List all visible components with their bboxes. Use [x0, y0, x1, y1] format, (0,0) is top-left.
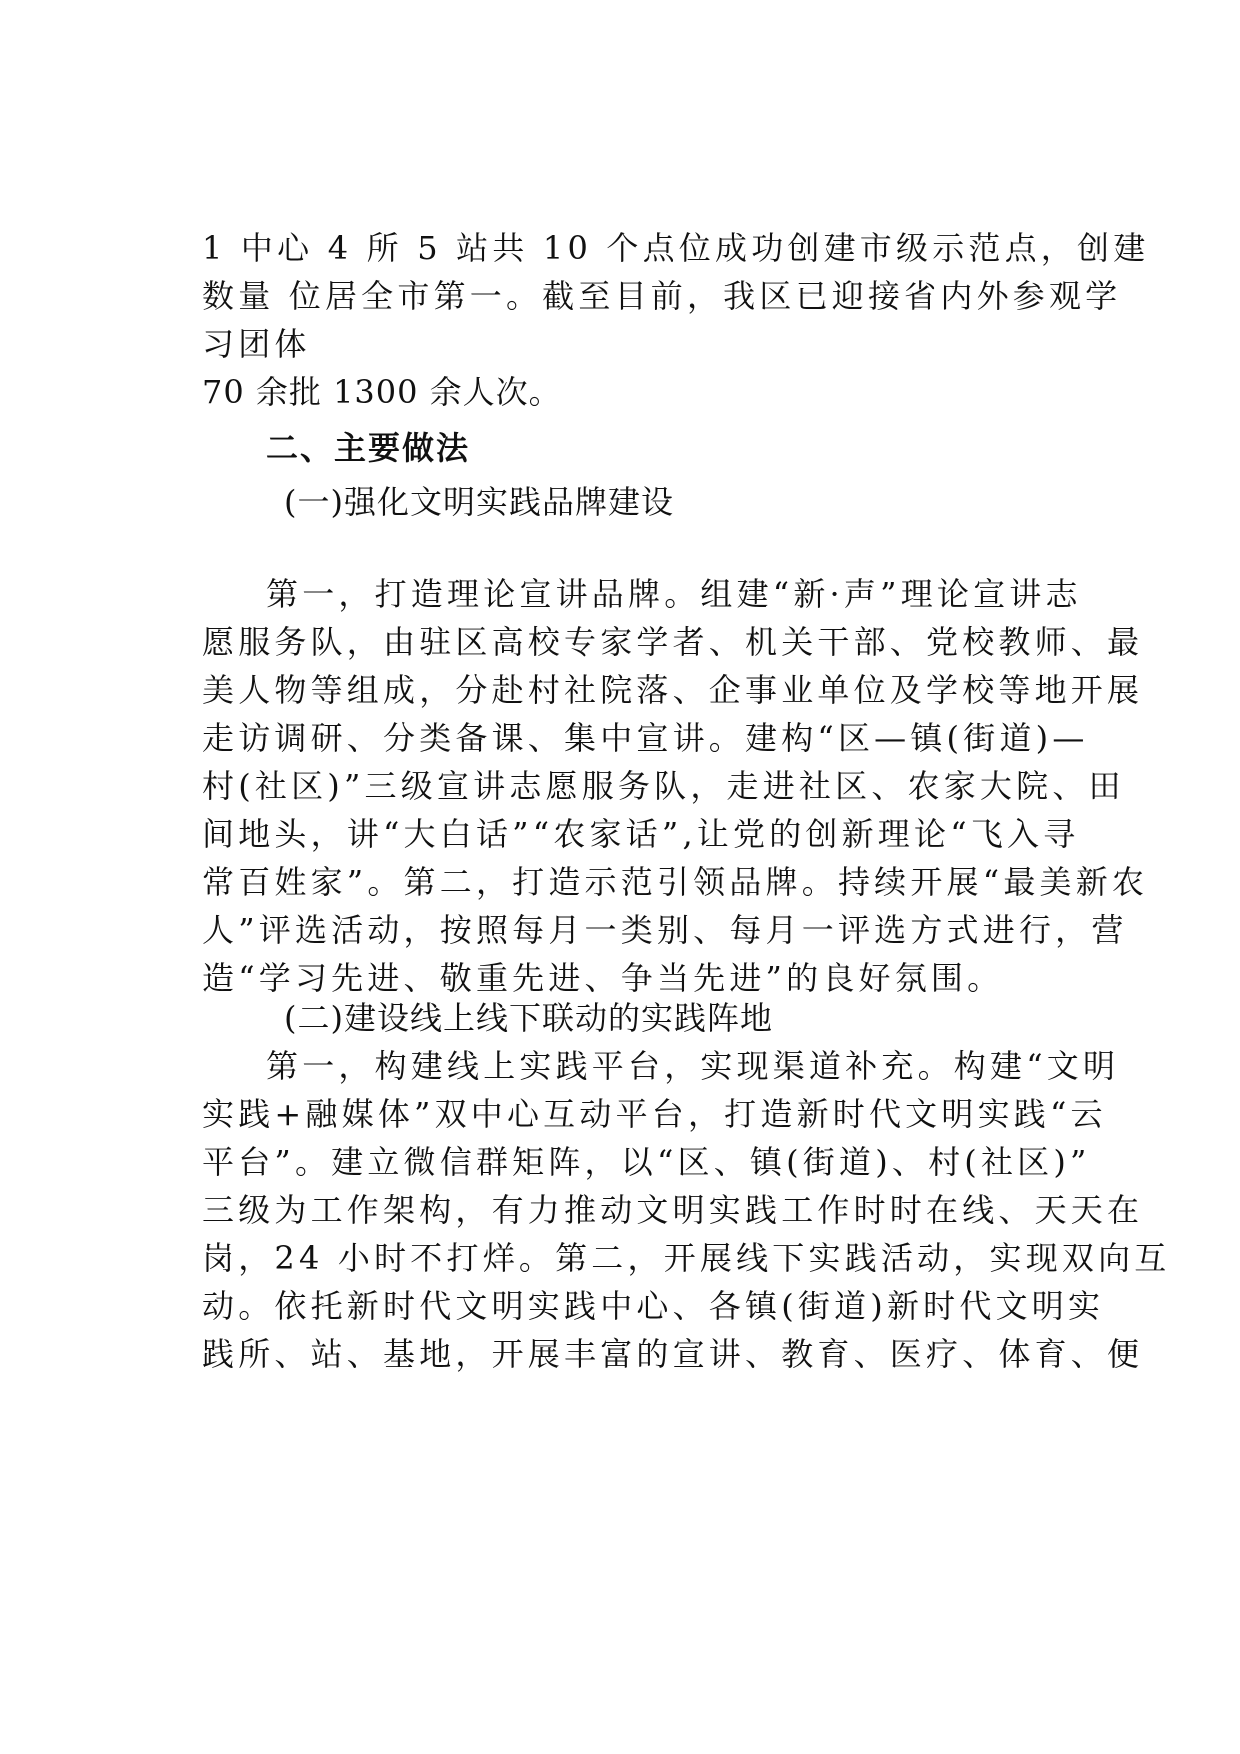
subsection-title-text: (一)强化文明实践品牌建设: [284, 483, 674, 521]
text-line: 三级为工作架构，有力推动文明实践工作时时在线、天天在: [202, 1191, 1144, 1229]
section-heading: [266, 424, 1126, 472]
text-line: 动。依托新时代文明实践中心、各镇(街道)新时代文明实: [202, 1287, 1105, 1325]
text-line: 1 中心 4 所 5 站共 10 个点位成功创建市级示范点，创建: [202, 229, 1150, 267]
text-line: 美人物等组成，分赴村社院落、企事业单位及学校等地开展: [202, 671, 1144, 709]
subsection-2-paragraph: [202, 1042, 1171, 1378]
text-line: 实践+融媒体”双中心互动平台，打造新时代文明实践“云: [202, 1095, 1107, 1133]
text-line: 常百姓家”。第二，打造示范引领品牌。持续开展“最美新农: [202, 863, 1149, 901]
text-line: 愿服务队，由驻区高校专家学者、机关干部、党校教师、最: [202, 623, 1144, 661]
text-line: 间地头，讲“大白话”“农家话”,让党的创新理论“飞入寻: [202, 815, 1080, 853]
subsection-title-2: [284, 994, 1144, 1042]
intro-paragraph: [202, 224, 1150, 416]
subsection-title-text: (二)建设线上线下联动的实践阵地: [284, 999, 773, 1037]
text-line: 第一，打造理论宣讲品牌。组建“新·声”理论宣讲志: [266, 575, 1082, 613]
text-line: 第一，构建线上实践平台，实现渠道补充。构建“文明: [266, 1047, 1120, 1085]
text-line: 村(社区)”三级宣讲志愿服务队，走进社区、农家大院、田: [202, 767, 1125, 805]
text-line: 践所、站、基地，开展丰富的宣讲、教育、医疗、体育、便: [202, 1335, 1144, 1373]
text-line: 岗，24 小时不打烊。第二，开展线下实践活动，实现双向互: [202, 1239, 1171, 1277]
text-line: 平台”。建立微信群矩阵，以“区、镇(街道)、村(社区)”: [202, 1143, 1091, 1181]
text-line: 70 余批 1300 余人次。: [202, 373, 562, 411]
subsection-1-paragraph: [202, 570, 1149, 1002]
text-line: 数量 位居全市第一。截至目前，我区已迎接省内外参观学: [202, 277, 1122, 315]
text-line: 走访调研、分类备课、集中宣讲。建构“区—镇(街道)—: [202, 719, 1089, 757]
section-heading-text: 二、主要做法: [266, 429, 471, 467]
subsection-title-1: [284, 478, 1144, 526]
text-line: 习团体: [202, 325, 311, 363]
text-line: 人”评选活动，按照每月一类别、每月一评选方式进行，营: [202, 911, 1128, 949]
text-line: 造“学习先进、敬重先进、争当先进”的良好氛围。: [202, 959, 1004, 997]
